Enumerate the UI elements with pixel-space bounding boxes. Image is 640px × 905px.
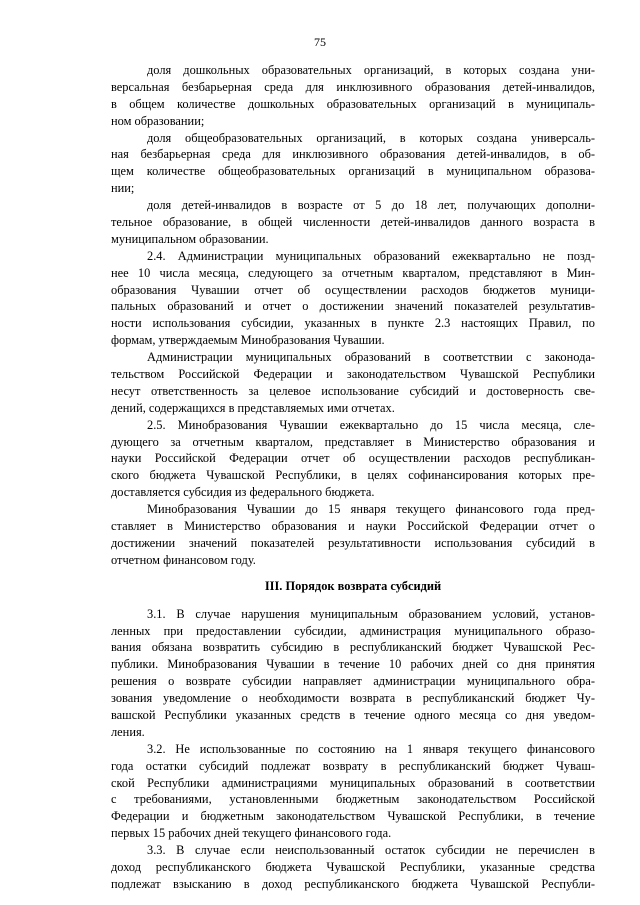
text-line: ном образовании; xyxy=(111,113,205,128)
paragraph xyxy=(111,842,595,893)
paragraph xyxy=(111,417,595,501)
text-line: тельное образование, в общей численности детей-инвалидов данного возраста в xyxy=(111,215,595,230)
paragraph xyxy=(111,248,595,349)
page-number: 75 xyxy=(314,35,326,49)
text-line: 3.1. В случае нарушения муниципальным образованием условий, установ- xyxy=(147,606,595,621)
text-line: несут ответственность за целевое использование субсидий и достоверность све- xyxy=(111,383,595,398)
document-body xyxy=(111,62,595,893)
text-line: науки Российской Федерации отчет об осуществлении расходов республикан- xyxy=(111,451,595,466)
text-line: пальных образований и отчет о достижении значений показателей результатив- xyxy=(111,299,595,314)
text-line: нее 10 числа месяца, следующего за отчетным кварталом, представляют в Мин- xyxy=(111,265,595,280)
text-line: публики. Минобразования Чувашии в течение 10 рабочих дней со дня принятия xyxy=(111,657,595,672)
text-line: формам, утверждаемым Минобразования Чувашии. xyxy=(111,333,385,348)
paragraph xyxy=(111,606,595,741)
text-line: Федерации и бюджетным законодательством Чувашской Республики, в течение xyxy=(111,809,595,824)
text-line: доход республиканского бюджета Чувашской Республики, указанные средства xyxy=(111,859,595,874)
text-line: доставляется субсидия из федерального бюджета. xyxy=(111,485,375,500)
text-line: доля дошкольных образовательных организаций, в которых создана уни- xyxy=(147,63,595,77)
text-line: ставляет в Министерство образования и науки Российской Федерации отчет о xyxy=(111,519,595,534)
text-line: муниципальном образовании. xyxy=(111,231,269,246)
text-line: Администрации муниципальных образований в соответствии с законода- xyxy=(147,350,595,365)
paragraph xyxy=(111,501,595,569)
text-line: щем количестве общеобразовательных организаций в муниципальном образова- xyxy=(111,164,595,179)
text-line: ления. xyxy=(111,724,145,739)
text-line: Минобразования Чувашии до 15 января текущего финансового года пред- xyxy=(147,502,595,517)
paragraph xyxy=(111,349,595,417)
paragraph xyxy=(111,197,595,248)
text-line: вания обязана возвратить субсидию в республиканский бюджет Чувашской Рес- xyxy=(111,640,595,655)
text-line: ского бюджета Чувашской Республики, в целях софинансирования которых пре- xyxy=(111,468,595,483)
text-line: достижении значений показателей результативности использования субсидий в xyxy=(111,535,595,550)
text-line: версальная безбарьерная среда для инклюзивного образования детей-инвалидов, xyxy=(111,79,595,94)
text-line: зования уведомление о необходимости возврата в республиканский бюджет Чу- xyxy=(111,691,595,706)
text-line: образования Чувашии отчет об осуществлении расходов бюджетов муници- xyxy=(111,282,595,297)
text-line: ности использования субсидии, указанных в пункте 2.3 настоящих Правил, по xyxy=(111,316,595,331)
text-line: доля общеобразовательных организаций, в которых создана универсаль- xyxy=(147,130,595,145)
text-line: отчетном финансовом году. xyxy=(111,552,256,567)
text-line: 2.5. Минобразования Чувашии ежеквартально до 15 числа месяца, сле- xyxy=(147,417,595,432)
text-line: 3.2. Не использованные по состоянию на 1 января текущего финансового xyxy=(147,741,595,756)
section-heading: III. Порядок возврата субсидий xyxy=(264,578,442,593)
text-line: дений, содержащихся в представляемых ими отчетах. xyxy=(111,400,395,415)
text-line: 2.4. Администрации муниципальных образований ежеквартально не позд- xyxy=(147,248,595,263)
text-line: ленных при предоставлении субсидии, администрация муниципального образо- xyxy=(111,623,595,638)
paragraphs-after-section xyxy=(111,606,595,893)
text-line: ная безбарьерная среда для инклюзивного образования детей-инвалидов, в об- xyxy=(111,147,595,162)
text-line: ской Республики администрациями муниципальных образований в соответствии xyxy=(111,775,595,790)
text-line: подлежат взысканию в доход республиканского бюджета Чувашской Республи- xyxy=(111,876,595,891)
text-line: в общем количестве дошкольных образовательных организаций в муниципаль- xyxy=(111,96,595,111)
text-line: доля детей-инвалидов в возрасте от 5 до 18 лет, получающих дополни- xyxy=(147,198,595,213)
text-line: первых 15 рабочих дней текущего финансового года. xyxy=(111,826,392,841)
text-line: вашской Республики указанных средств в течение одного месяца со дня уведом- xyxy=(111,707,595,722)
paragraphs-before-section xyxy=(111,62,595,569)
text-line: тельством Российской Федерации и законодательством Чувашской Республики xyxy=(111,367,595,382)
text-line: решения о возврате субсидии направляет администрации муниципального обра- xyxy=(111,674,595,689)
text-line: с требованиями, установленными бюджетным законодательством Российской xyxy=(111,792,595,807)
paragraph xyxy=(111,62,595,130)
text-line: года остатки субсидий подлежат возврату в республиканский бюджет Чуваш- xyxy=(111,758,595,773)
text-line: 3.3. В случае если неиспользованный остаток субсидии не перечислен в xyxy=(147,843,595,858)
paragraph xyxy=(111,741,595,842)
text-line: нии; xyxy=(111,181,135,196)
text-line: дующего за отчетным кварталом, представляет в Министерство образования и xyxy=(111,434,595,449)
paragraph xyxy=(111,130,595,198)
